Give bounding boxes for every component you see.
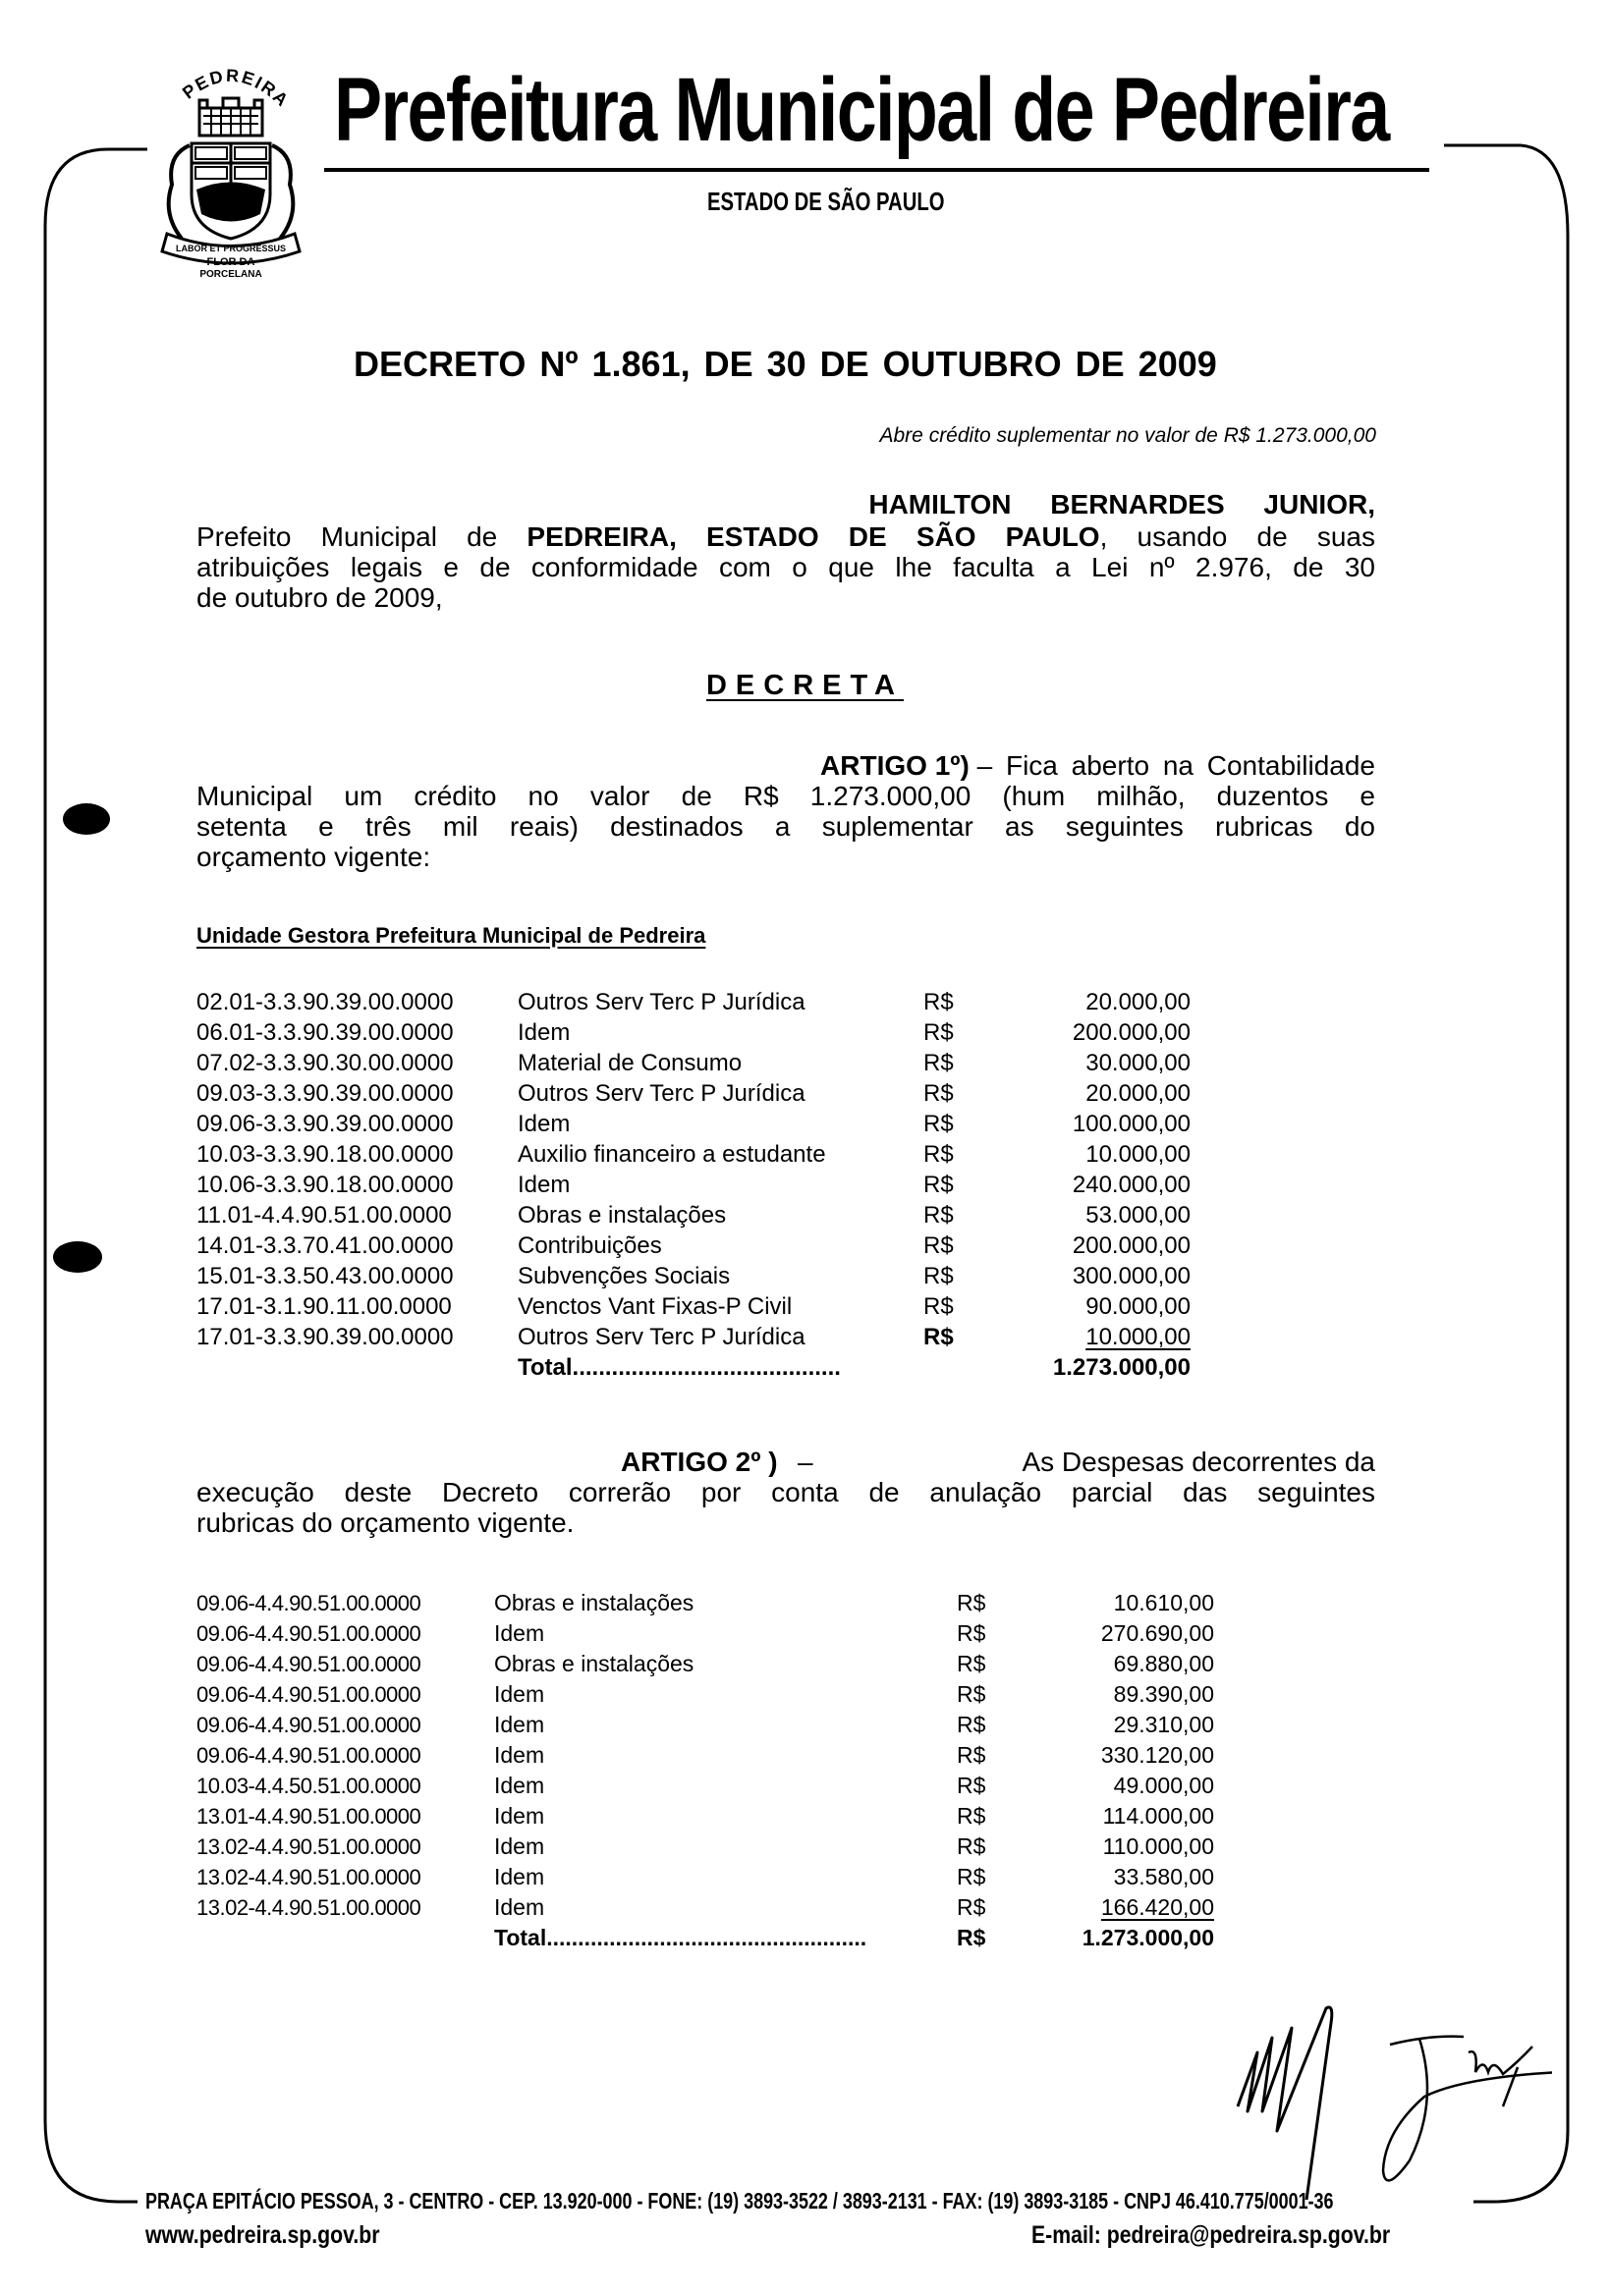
hole-punch-mark <box>63 803 110 835</box>
decree-subtitle: Abre crédito suplementar no valor de R$ 1.273.000,00 <box>879 424 1376 447</box>
letterhead-title: Prefeitura Municipal de Pedreira <box>334 60 1389 160</box>
decreta-heading: DECRETA <box>705 670 905 701</box>
table-row: 02.01-3.3.90.39.00.0000 Outros Serv Terc P Jurídica R$ 20.000,00 <box>196 989 1191 1015</box>
table-row: 13.02-4.4.90.51.00.0000 Idem R$ 110.000,00 <box>196 1833 1214 1859</box>
article2-line-3: rubricas do orçamento vigente. <box>196 1507 575 1538</box>
supplement-table <box>196 987 1191 1383</box>
footer-website[interactable]: www.pedreira.sp.gov.br <box>145 2221 380 2249</box>
table-row: 07.02-3.3.90.30.00.0000 Material de Consumo R$ 30.000,00 <box>196 1050 1191 1076</box>
preamble-line-2: atribuições legais e de conformidade com o que lhe faculta a Lei nº 2.976, de 30 <box>196 552 1375 582</box>
annulment-table <box>196 1588 1214 1953</box>
mayor-name: HAMILTON BERNARDES JUNIOR, <box>868 489 1375 519</box>
table-row: 13.02-4.4.90.51.00.0000 Idem R$ 33.580,00 <box>196 1864 1214 1889</box>
municipal-crest-icon <box>152 57 309 278</box>
table-row: 17.01-3.3.90.39.00.0000 Outros Serv Terc P Jurídica R$ 10.000,00 <box>196 1324 1191 1350</box>
preamble-line-3: de outubro de 2009, <box>196 582 443 613</box>
table-row: 09.06-4.4.90.51.00.0000 Obras e instalações R$ 69.880,00 <box>196 1651 1214 1676</box>
preamble-line-1: Prefeito Municipal de PEDREIRA, ESTADO DE SÃO PAULO, usando de suas <box>196 521 1375 552</box>
crest-motto: LABOR ET PROGRESSUS <box>175 244 287 253</box>
footer-address: PRAÇA EPITÁCIO PESSOA, 3 - CENTRO - CEP. 13.920-000 - FONE: (19) 3893-3522 / 3893-2131 - FAX: (19) 3893-3185 - CNPJ 46.410.775/0001-36 <box>145 2188 1334 2214</box>
hole-punch-mark <box>53 1241 102 1273</box>
crest-bottom-line2: PORCELANA <box>199 269 262 278</box>
article1-line-2: Municipal um crédito no valor de R$ 1.273.000,00 (hum milhão, duzentos e <box>196 781 1375 811</box>
article1-line-4: orçamento vigente: <box>196 842 431 872</box>
footer-email[interactable]: E-mail: pedreira@pedreira.sp.gov.br <box>1031 2221 1391 2249</box>
table-row: 09.06-4.4.90.51.00.0000 Idem R$ 89.390,00 <box>196 1681 1214 1707</box>
article2-line-2: execução deste Decreto correrão por conta de anulação parcial das seguintes <box>196 1477 1375 1507</box>
table-row: 11.01-4.4.90.51.00.0000 Obras e instalações R$ 53.000,00 <box>196 1202 1191 1229</box>
decree-title: DECRETO Nº 1.861, DE 30 DE OUTUBRO DE 2009 <box>354 344 1217 384</box>
crest-bottom-line1: FLOR DA <box>206 256 255 268</box>
table-row: 09.06-4.4.90.51.00.0000 Idem R$ 270.690,00 <box>196 1620 1214 1646</box>
table-row: 15.01-3.3.50.43.00.0000 Subvenções Sociais R$ 300.000,00 <box>196 1263 1191 1289</box>
table-row: 09.06-3.3.90.39.00.0000 Idem R$ 100.000,00 <box>196 1111 1191 1137</box>
table-total-row: Total................................................... R$ 1.273.000,00 <box>494 1925 1214 1950</box>
letterhead-rule <box>324 168 1429 172</box>
table-row: 09.03-3.3.90.39.00.0000 Outros Serv Terc P Jurídica R$ 20.000,00 <box>196 1080 1191 1107</box>
table-row: 13.02-4.4.90.51.00.0000 Idem R$ 166.420,00 <box>196 1894 1214 1920</box>
table-total-row: Total......................................... 1.273.000,00 <box>518 1354 1191 1381</box>
table-row: 09.06-4.4.90.51.00.0000 Idem R$ 29.310,00 <box>196 1712 1214 1737</box>
unit-header: Unidade Gestora Prefeitura Municipal de Pedreira <box>196 923 706 948</box>
handwritten-signatures <box>1218 1964 1552 2200</box>
svg-text:PEDREIRA <box>179 66 294 112</box>
article1-line-1: ARTIGO 1º) – Fica aberto na Contabilidade <box>820 750 1375 781</box>
table-row: 10.06-3.3.90.18.00.0000 Idem R$ 240.000,00 <box>196 1172 1191 1198</box>
letterhead-state: ESTADO DE SÃO PAULO <box>707 187 945 216</box>
table-row: 09.06-4.4.90.51.00.0000 Obras e instalações R$ 10.610,00 <box>196 1590 1214 1615</box>
article1-line-3: setenta e três mil reais) destinados a suplementar as seguintes rubricas do <box>196 811 1375 842</box>
table-row: 06.01-3.3.90.39.00.0000 Idem R$ 200.000,00 <box>196 1019 1191 1046</box>
crest-top-text: PEDREIRA <box>178 65 294 112</box>
table-row: 10.03-3.3.90.18.00.0000 Auxilio financeiro a estudante R$ 10.000,00 <box>196 1141 1191 1168</box>
table-row: 10.03-4.4.50.51.00.0000 Idem R$ 49.000,00 <box>196 1773 1214 1798</box>
table-row: 13.01-4.4.90.51.00.0000 Idem R$ 114.000,00 <box>196 1803 1214 1829</box>
table-row: 17.01-3.1.90.11.00.0000 Venctos Vant Fixas-P Civil R$ 90.000,00 <box>196 1293 1191 1320</box>
table-row: 09.06-4.4.90.51.00.0000 Idem R$ 330.120,00 <box>196 1742 1214 1768</box>
table-row: 14.01-3.3.70.41.00.0000 Contribuições R$ 200.000,00 <box>196 1232 1191 1259</box>
